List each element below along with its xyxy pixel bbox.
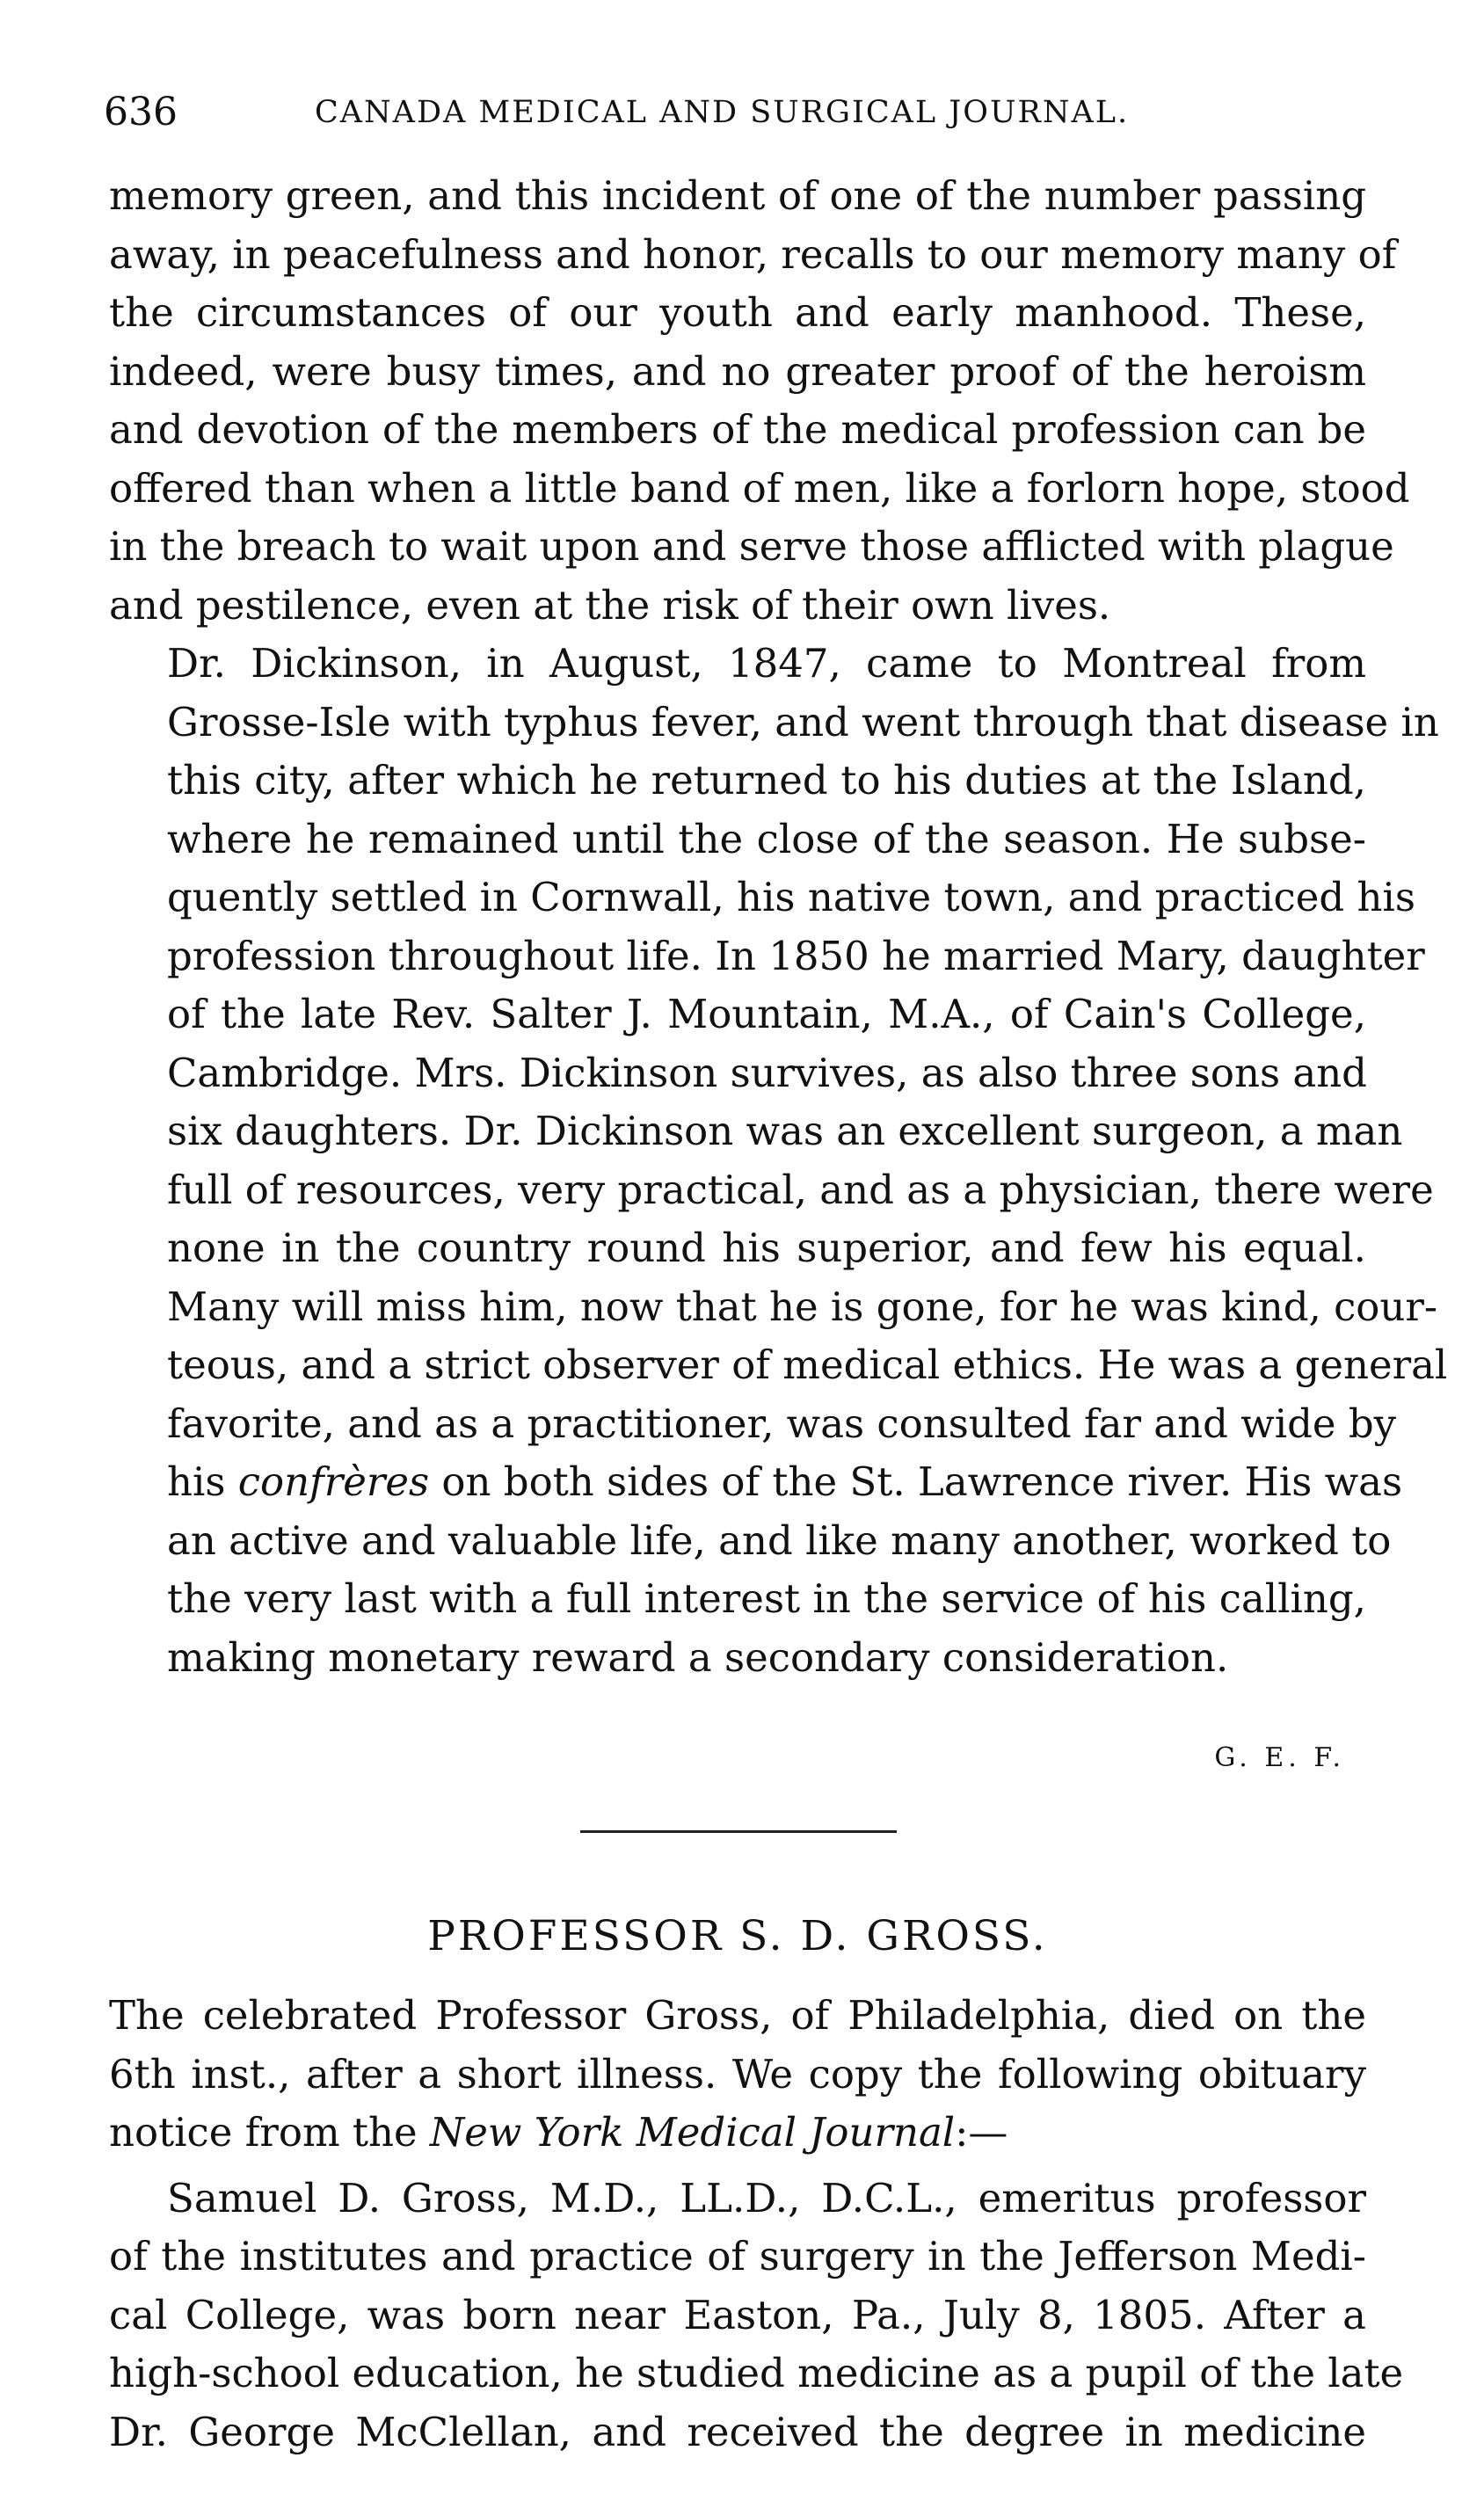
paragraph: [109, 167, 1410, 635]
text-line: the circumstances of our youth and early manhood. These,: [109, 289, 1366, 336]
journal-title: New York Medical Journal: [429, 2109, 956, 2156]
text-line: Samuel D. Gross, M.D., LL.D., D.C.L., emeritus professor: [167, 2174, 1366, 2221]
text-line: quently settled in Cornwall, his native town, and practiced his: [167, 874, 1415, 920]
text-line: The celebrated Professor Gross, of Philadelphia, died on the: [109, 1992, 1366, 2039]
text-fragment: on both sides of the St. Lawrence river. His was: [429, 1458, 1403, 1505]
text-line: Cambridge. Mrs. Dickinson survives, as also three sons and: [167, 1049, 1367, 1096]
text-line: where he remained until the close of the season. He subse-: [167, 815, 1366, 862]
text-fragment: notice from the: [109, 2109, 430, 2156]
text-line: [109, 1453, 1403, 1512]
text-line: of the late Rev. Salter J. Mountain, M.A., of Cain's College,: [167, 991, 1366, 1037]
text-fragment: :—: [955, 2109, 1008, 2156]
paragraph: [109, 2170, 1404, 2462]
text-line: Many will miss him, now that he is gone, for he was kind, cour-: [167, 1283, 1438, 1330]
text-line: memory green, and this incident of one of the number passing: [109, 172, 1366, 219]
text-line: six daughters. Dr. Dickinson was an excellent surgeon, a man: [167, 1108, 1403, 1154]
section-divider: [580, 1830, 897, 1833]
text-line: cal College, was born near Easton, Pa., July 8, 1805. After a: [109, 2291, 1366, 2338]
text-line: the very last with a full interest in the service of his calling,: [167, 1575, 1366, 1622]
text-line: Dr. George McClellan, and received the degree in medicine: [109, 2408, 1366, 2455]
text-line: making monetary reward a secondary consideration.: [167, 1633, 1229, 1681]
text-line: high-school education, he studied medicine as a pupil of the late: [109, 2350, 1404, 2396]
text-line: offered than when a little band of men, like a forlorn hope, stood: [109, 464, 1410, 512]
italic-term: confrères: [237, 1458, 430, 1505]
text-line: this city, after which he returned to his duties at the Island,: [167, 757, 1366, 803]
text-fragment: his: [167, 1458, 238, 1505]
text-line: Grosse-Isle with typhus fever, and went through that disease in: [167, 698, 1439, 745]
obituary-dickinson: [109, 167, 1448, 1687]
text-line: full of resources, very practical, and as a physician, there were: [167, 1166, 1434, 1213]
text-line: in the breach to wait upon and serve those afflicted with plague: [109, 523, 1394, 570]
text-line: profession throughout life. In 1850 he married Mary, daughter: [167, 932, 1425, 979]
page-header: [104, 86, 1370, 139]
text-line: favorite, and as a practitioner, was consulted far and wide by: [167, 1400, 1397, 1447]
text-line: an active and valuable life, and like many another, worked to: [167, 1516, 1392, 1564]
running-head: CANADA MEDICAL AND SURGICAL JOURNAL.: [315, 95, 1130, 130]
author-signature: G. E. F.: [1214, 1742, 1345, 1773]
text-line: 6th inst., after a short illness. We copy the following obituary: [109, 2050, 1366, 2098]
text-line: none in the country round his superior, and few his equal.: [167, 1225, 1366, 1271]
text-line: and pestilence, even at the risk of their own lives.: [109, 581, 1111, 629]
page-number: 636: [104, 90, 178, 135]
paragraph: [109, 1987, 1366, 2163]
text-line: and devotion of the members of the medical profession can be: [109, 406, 1366, 453]
text-line: teous, and a strict observer of medical ethics. He was a general: [167, 1342, 1448, 1388]
paragraph: [109, 635, 1448, 1687]
text-line: [109, 2104, 1366, 2163]
text-line: away, in peacefulness and honor, recalls to our memory many of: [109, 230, 1397, 278]
obituary-gross: [109, 1987, 1404, 2461]
text-line: Dr. Dickinson, in August, 1847, came to Montreal from: [167, 640, 1366, 687]
text-line: of the institutes and practice of surgery in the Jefferson Medi-: [109, 2233, 1366, 2280]
text-line: indeed, were busy times, and no greater proof of the heroism: [109, 347, 1366, 395]
section-title: PROFESSOR S. D. GROSS.: [427, 1912, 1048, 1960]
